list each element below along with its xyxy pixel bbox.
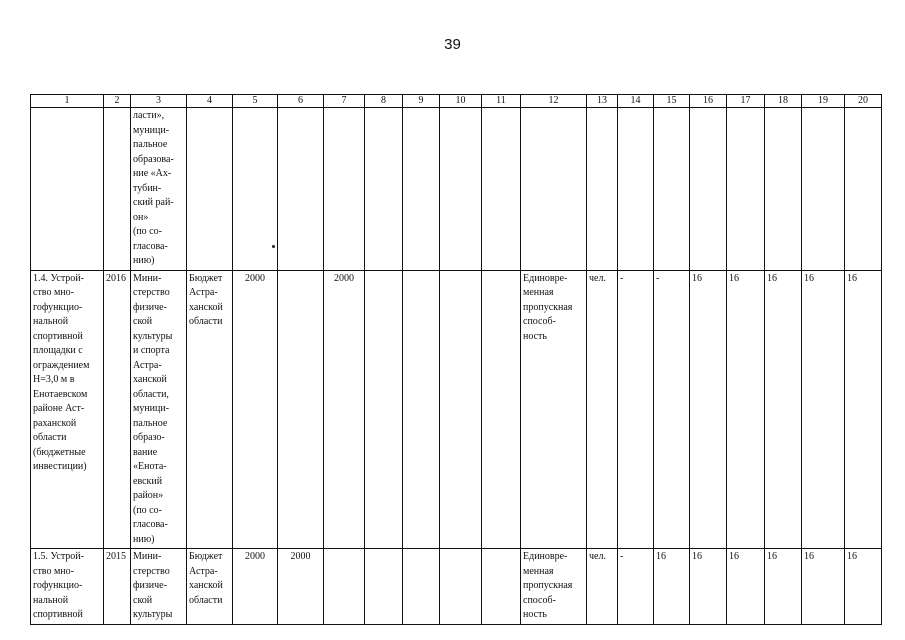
table-row (31, 549, 882, 625)
table-cell: 16 (765, 549, 802, 625)
table-row (31, 108, 882, 271)
table-cell: - (618, 549, 654, 625)
table-cell: Единовре- менная пропускная способ- ность (521, 549, 587, 625)
table-cell (31, 108, 104, 271)
table-cell: 16 (802, 549, 845, 625)
table-cell (587, 108, 618, 271)
table-cell (482, 549, 521, 625)
table-cell: Бюджет Астра- ханской области (187, 549, 233, 625)
header-row (31, 95, 882, 108)
column-header: 4 (187, 95, 233, 108)
table-cell: 16 (654, 549, 690, 625)
column-header: 8 (365, 95, 403, 108)
table-cell: 2015 (104, 549, 131, 625)
column-header: 13 (587, 95, 618, 108)
table-cell (482, 108, 521, 271)
table-cell: 2000 (233, 270, 278, 549)
table-cell (440, 549, 482, 625)
column-header: 11 (482, 95, 521, 108)
table-cell: 2000 (324, 270, 365, 549)
table-cell: Мини- стерство физиче- ской культуры (131, 549, 187, 625)
table-cell: чел. (587, 270, 618, 549)
table-cell (845, 108, 882, 271)
table-row (31, 270, 882, 549)
table-cell (802, 108, 845, 271)
column-header: 2 (104, 95, 131, 108)
table-cell: ласти», муници- пальное образова- ние «Ах- тубин- ский рай- он» (по со- гласова- нию) (131, 108, 187, 271)
table-cell: - (654, 270, 690, 549)
column-header: 16 (690, 95, 727, 108)
table-cell (690, 108, 727, 271)
column-header: 14 (618, 95, 654, 108)
table-cell (104, 108, 131, 271)
column-header: 15 (654, 95, 690, 108)
table-cell (727, 108, 765, 271)
table-cell: Единовре- менная пропускная способ- ность (521, 270, 587, 549)
table-cell: Бюджет Астра- ханской области (187, 270, 233, 549)
table-cell (521, 108, 587, 271)
table-cell (365, 549, 403, 625)
table-cell (324, 108, 365, 271)
column-header: 17 (727, 95, 765, 108)
table-cell: 1.4. Устрой- ство мно- гофункцио- нальной спортивной площадки с ограждением Н=3,0 м в Енотаевском районе Аст- раханской области (бюджетные инвестиции) (31, 270, 104, 549)
table-cell: 2000 (278, 549, 324, 625)
page-number: 39 (444, 36, 461, 53)
table-cell: чел. (587, 549, 618, 625)
table-cell (403, 270, 440, 549)
table-cell: 16 (765, 270, 802, 549)
column-header: 10 (440, 95, 482, 108)
table-cell (440, 270, 482, 549)
table-cell (324, 549, 365, 625)
table-cell (403, 108, 440, 271)
column-header: 6 (278, 95, 324, 108)
table-cell (365, 270, 403, 549)
table-cell: 16 (845, 549, 882, 625)
table-cell (278, 108, 324, 271)
table-cell (440, 108, 482, 271)
column-header: 18 (765, 95, 802, 108)
column-header: 5 (233, 95, 278, 108)
table-cell: 16 (802, 270, 845, 549)
column-header: 1 (31, 95, 104, 108)
column-header: 20 (845, 95, 882, 108)
column-header: 7 (324, 95, 365, 108)
table-cell: 1.5. Устрой- ство мно- гофункцио- нальной спортивной (31, 549, 104, 625)
table-cell (618, 108, 654, 271)
table-cell: - (618, 270, 654, 549)
table-cell: Мини- стерство физиче- ской культуры и спорта Астра- ханской области, муници- пальное образо- вание «Енота- евский район» (по со- гласова- нию) (131, 270, 187, 549)
table-cell: 16 (845, 270, 882, 549)
table-cell (403, 549, 440, 625)
table-cell (482, 270, 521, 549)
table-cell (187, 108, 233, 271)
column-header: 19 (802, 95, 845, 108)
table-cell: 2016 (104, 270, 131, 549)
table-cell: 16 (727, 270, 765, 549)
table-cell: 16 (727, 549, 765, 625)
column-header: 12 (521, 95, 587, 108)
table-cell (233, 108, 278, 271)
column-header: 3 (131, 95, 187, 108)
table-cell (654, 108, 690, 271)
scan-speck (272, 245, 275, 248)
table-cell (765, 108, 802, 271)
table-cell (278, 270, 324, 549)
table-cell (365, 108, 403, 271)
data-table (30, 94, 882, 625)
table-cell: 16 (690, 549, 727, 625)
table-cell: 16 (690, 270, 727, 549)
table-cell: 2000 (233, 549, 278, 625)
column-header: 9 (403, 95, 440, 108)
